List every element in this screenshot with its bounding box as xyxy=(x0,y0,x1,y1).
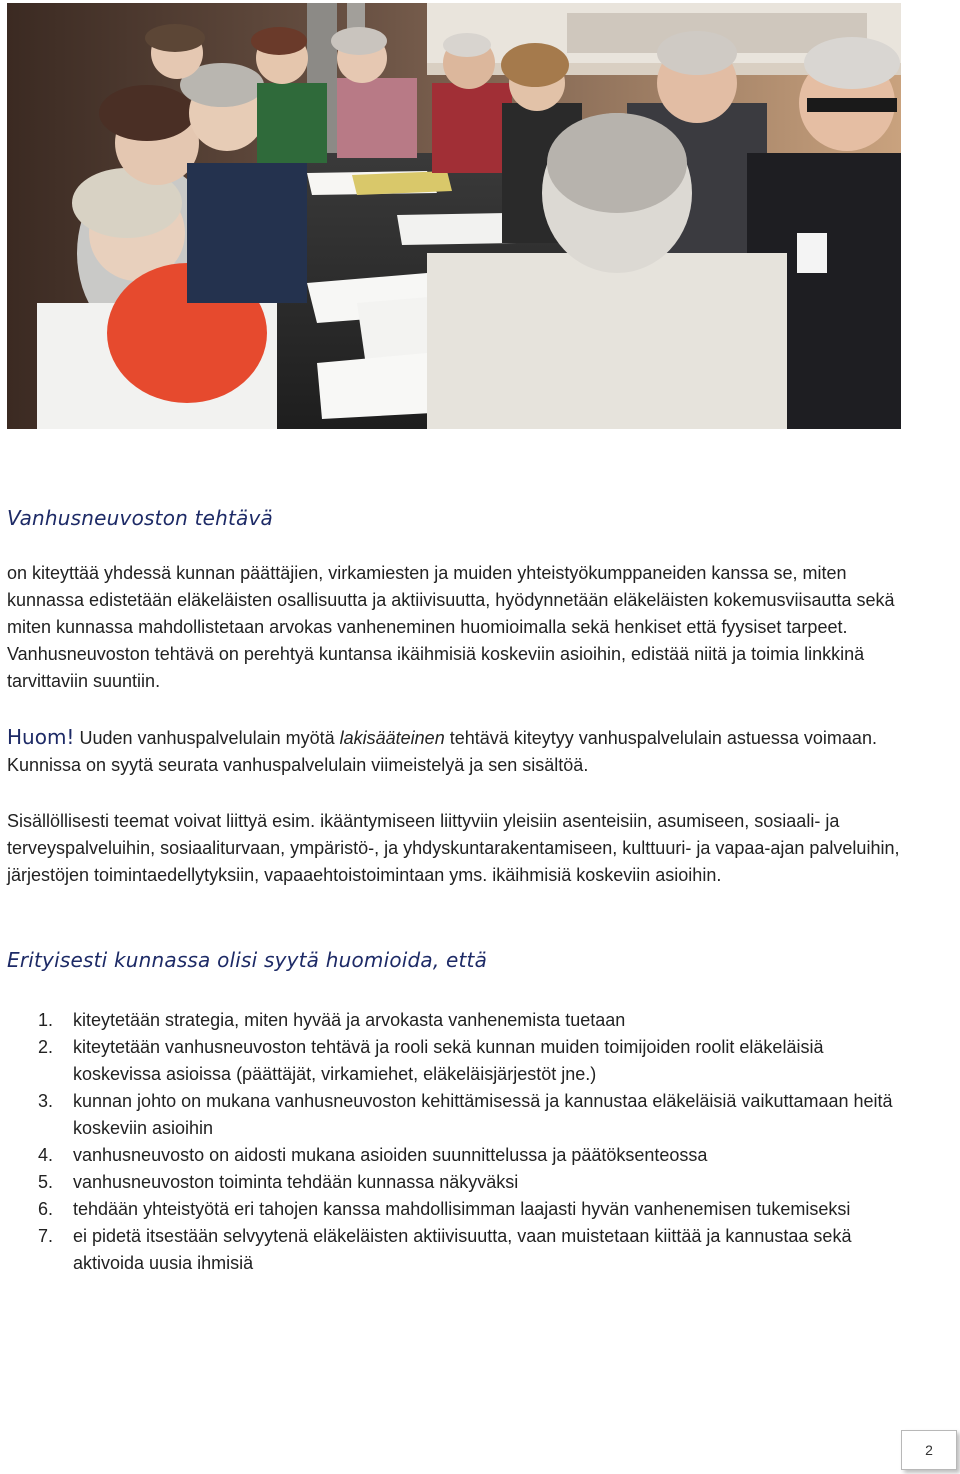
group-meeting-photo xyxy=(7,3,901,429)
huom-label: Huom! xyxy=(7,725,75,749)
list-item xyxy=(7,1223,907,1277)
huom-text-after: tehtävä kiteytyy vanhuspalvelulain astuessa voimaan. Kunnissa on syytä seurata vanhuspalvelulain viimeistelyä ja sen sisältöä. xyxy=(7,728,877,775)
list-item xyxy=(7,1088,907,1142)
list-item xyxy=(7,1142,907,1169)
list-item-text: kunnan johto on mukana vanhusneuvoston kehittämisessä ja kannustaa eläkeläisiä vaikuttamaan heitä koskeviin asioihin xyxy=(73,1091,893,1138)
task-paragraph: on kiteyttää yhdessä kunnan päättäjien, virkamiesten ja muiden yhteistyökumppaneiden kanssa se, miten kunnassa edistetään eläkeläisten osallisuutta ja aktiivisuutta, hyödynnetään eläkeläisten kokemusviisautta sekä miten kunnassa mahdollistetaan arvokas vanheneminen huomioimalla sekä henkiset että fyysiset tarpeet. Vanhusneuvoston tehtävä on perehtyä kuntansa ikäihmisiä koskeviin asioihin, edistää niitä ja toimia linkkinä tarvittaviin suuntiin. xyxy=(7,563,895,691)
page-number: 2 xyxy=(901,1430,957,1470)
list-item-text: vanhusneuvosto on aidosti mukana asioiden suunnittelussa ja päätöksenteossa xyxy=(73,1145,708,1165)
list-item-number: 5. xyxy=(38,1172,54,1192)
list-item-number: 7. xyxy=(38,1226,54,1246)
huom-paragraph xyxy=(7,724,907,779)
section-heading-task: Vanhusneuvoston tehtävä xyxy=(7,506,273,530)
list-item-number: 2. xyxy=(38,1037,54,1057)
list-item-number: 3. xyxy=(38,1091,54,1111)
list-item-text: vanhusneuvoston toiminta tehdään kunnassa näkyväksi xyxy=(73,1172,519,1192)
recommendation-list xyxy=(7,1007,907,1277)
section-heading-especially: Erityisesti kunnassa olisi syytä huomioida, että xyxy=(7,948,488,972)
themes-paragraph: Sisällöllisesti teemat voivat liittyä esim. ikääntymiseen liittyviin yleisiin asenteisiin, asumiseen, sosiaali- ja terveyspalveluihin, sosiaaliturvaan, ympäristö-, ja yhdyskuntarakentamiseen, kulttuuri- ja vapaa-ajan palveluihin, järjestöjen toimintaedellytyksiin, vapaaehtoistoimintaan yms. ikäihmisiä koskeviin asioihin. xyxy=(7,811,900,885)
list-item-text: tehdään yhteistyötä eri tahojen kanssa mahdollisimman laajasti hyvän vanhenemisen tukemiseksi xyxy=(73,1199,851,1219)
list-item-number: 1. xyxy=(38,1010,54,1030)
list-item xyxy=(7,1007,907,1034)
list-item-text: ei pidetä itsestään selvyytenä eläkeläisten aktiivisuutta, vaan muistetaan kiittää ja kannustaa sekä aktivoida uusia ihmisiä xyxy=(73,1226,852,1273)
huom-text-before: Uuden vanhuspalvelulain myötä xyxy=(74,728,340,748)
list-item-number: 4. xyxy=(38,1145,54,1165)
list-item-text: kiteytetään strategia, miten hyvää ja arvokasta vanhenemista tuetaan xyxy=(73,1010,626,1030)
list-item-text: kiteytetään vanhusneuvoston tehtävä ja rooli sekä kunnan muiden toimijoiden roolit eläkeläisiä koskevissa asioissa (päättäjät, virkamiehet, eläkeläisjärjestöt jne.) xyxy=(73,1037,824,1084)
list-item-number: 6. xyxy=(38,1199,54,1219)
list-item xyxy=(7,1169,907,1196)
huom-text-italic: lakisääteinen xyxy=(339,728,445,748)
list-item xyxy=(7,1034,907,1088)
list-item xyxy=(7,1196,907,1223)
